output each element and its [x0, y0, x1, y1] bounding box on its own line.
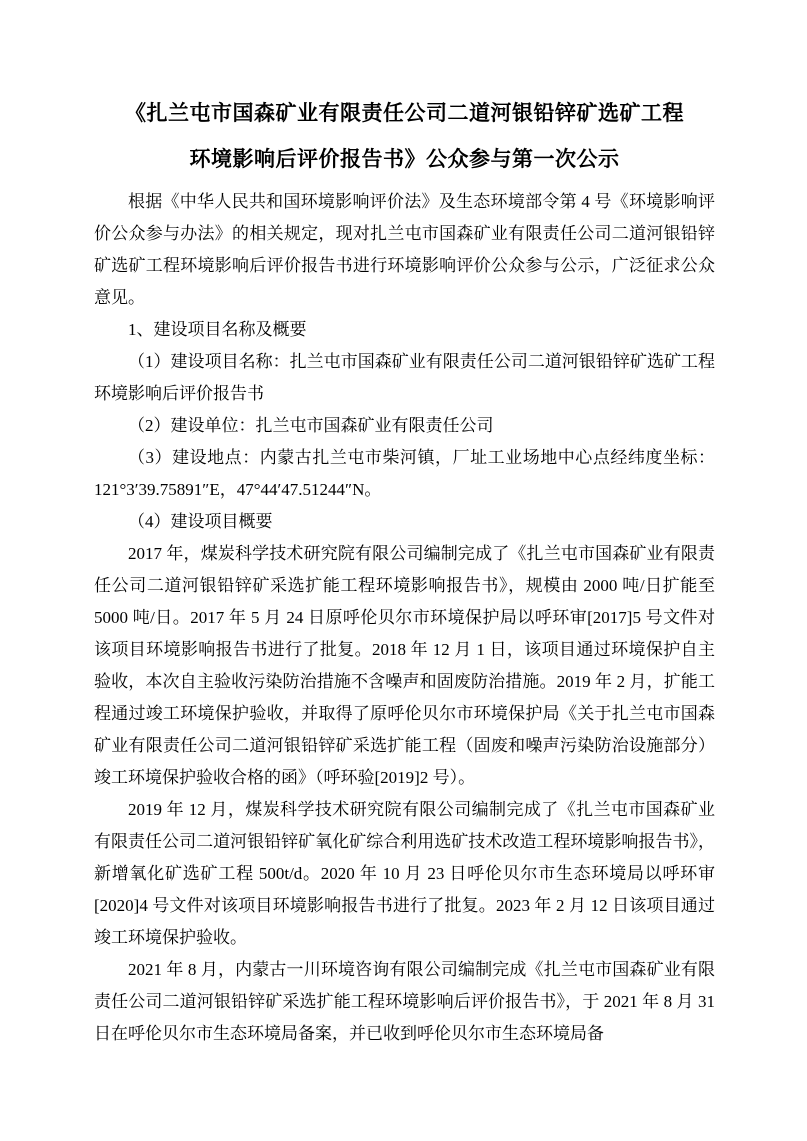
paragraph-intro: 根据《中华人民共和国环境影响评价法》及生态环境部令第 4 号《环境影响评价公众参与办法》的相关规定，现对扎兰屯市国森矿业有限责任公司二道河银铅锌矿选矿工程环境影响后评价报告书进行环境影响评价公众参与公示，广泛征求公众意见。 — [94, 192, 715, 307]
item-4-overview-heading: （4）建设项目概要 — [128, 512, 273, 531]
item-3-location: （3）建设地点：内蒙古扎兰屯市柴河镇，厂址工业场地中心点经纬度坐标：121°3′39.75891″E，47°44′47.51244″N。 — [94, 448, 715, 499]
document-title-line-1: 《扎兰屯市国森矿业有限责任公司二道河银铅锌矿选矿工程 — [125, 101, 684, 125]
document-title-line-2: 环境影响后评价报告书》公众参与第一次公示 — [189, 147, 620, 171]
paragraph-history-2021: 2021 年 8 月，内蒙古一川环境咨询有限公司编制完成《扎兰屯市国森矿业有限责任公司二道河银铅锌矿采选扩能工程环境影响后评价报告书》，于 2021 年 8 月 31 日在呼伦贝尔市生态环境局备案，并已收到呼伦贝尔市生态环境局备 — [94, 960, 715, 1043]
section-1-heading: 1、建设项目名称及概要 — [128, 320, 307, 339]
document-title — [94, 90, 715, 182]
paragraph-history-2017: 2017 年，煤炭科学技术研究院有限公司编制完成了《扎兰屯市国森矿业有限责任公司二道河银铅锌矿采选扩能工程环境影响报告书》，规模由 2000 吨/日扩能至 5000 吨/日。2017 年 5 月 24 日原呼伦贝尔市环境保护局以呼环审[2017]5 号文件对该项目环境影响报告书进行了批复。2018 年 12 月 1 日，该项目通过环境保护自主验收，本次自主验收污染防治措施不含噪声和固废防治措施。2019 年 2 月，扩能工程通过竣工环境保护验收，并取得了原呼伦贝尔市环境保护局《关于扎兰屯市国森矿业有限责任公司二道河银铅锌矿采选扩能工程（固废和噪声污染防治设施部分）竣工环境保护验收合格的函》（呼环验[2019]2 号）。 — [94, 544, 715, 787]
document-body — [94, 186, 715, 1050]
paragraph-history-2019: 2019 年 12 月，煤炭科学技术研究院有限公司编制完成了《扎兰屯市国森矿业有限责任公司二道河银铅锌矿氧化矿综合利用选矿技术改造工程环境影响报告书》，新增氧化矿选矿工程 500t/d。2020 年 10 月 23 日呼伦贝尔市生态环境局以呼环审[2020]4 号文件对该项目环境影响报告书进行了批复。2023 年 2 月 12 日该项目通过竣工环境保护验收。 — [94, 800, 715, 947]
item-1-project-name: （1）建设项目名称：扎兰屯市国森矿业有限责任公司二道河银铅锌矿选矿工程环境影响后评价报告书 — [94, 352, 715, 403]
item-2-construction-unit: （2）建设单位：扎兰屯市国森矿业有限责任公司 — [128, 416, 494, 435]
